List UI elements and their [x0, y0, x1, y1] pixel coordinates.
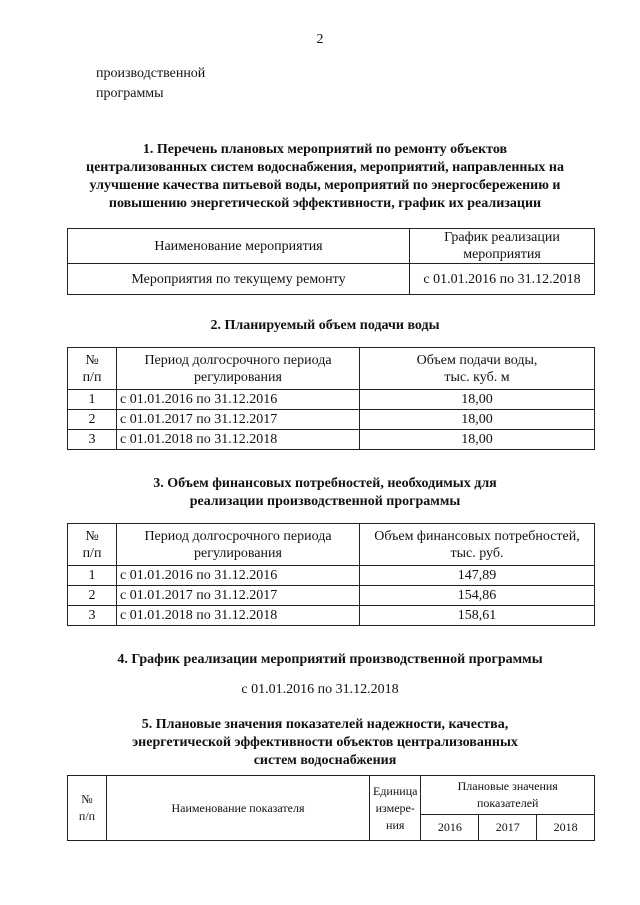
table-row	[68, 264, 595, 295]
col-value-header	[360, 524, 595, 566]
header-line: тыс. куб. м	[444, 369, 510, 385]
table-row	[68, 606, 595, 626]
header-line: Плановые значения	[457, 779, 558, 793]
row-no: 2	[68, 410, 117, 430]
row-value: 147,89	[360, 566, 595, 586]
col-indicator-header: Наименование показателя	[107, 776, 370, 841]
row-no: 2	[68, 586, 117, 606]
indicators-table	[67, 775, 595, 841]
heading-line: улучшение качества питьевой воды, мероприятий по энергосбережению и	[89, 178, 561, 193]
header-line: регулирования	[194, 545, 282, 561]
heading-line: 5. Плановые значения показателей надежности, качества,	[141, 717, 509, 732]
row-no: 1	[68, 566, 117, 586]
header-line: тыс. руб.	[450, 545, 504, 561]
heading-line: централизованных систем водоснабжения, мероприятий, направленных на	[86, 160, 564, 175]
header-line: п/п	[78, 809, 96, 823]
header-line: Период долгосрочного периода	[144, 528, 332, 544]
row-no: 3	[68, 606, 117, 626]
table-row	[68, 390, 595, 410]
heading-line: 3. Объем финансовых потребностей, необходимых для	[153, 476, 497, 491]
header-line: мероприятия	[463, 247, 541, 262]
col-schedule-header	[410, 229, 595, 264]
water-supply-table	[67, 347, 595, 450]
heading-line: повышению энергетической эффективности, график их реализации	[108, 196, 542, 211]
year-2018-header: 2018	[537, 815, 595, 841]
table-row	[68, 586, 595, 606]
section2-heading: 2. Планируемый объем подачи воды	[210, 318, 440, 333]
header-line: измере-	[375, 800, 415, 815]
row-value: 18,00	[360, 410, 595, 430]
measure-name: Мероприятия по текущему ремонту	[68, 264, 410, 295]
row-period: с 01.01.2017 по 31.12.2017	[117, 410, 360, 430]
header-line: Объем финансовых потребностей,	[374, 528, 580, 544]
header-line: №	[85, 352, 99, 368]
heading-line: систем водоснабжения	[253, 753, 397, 768]
row-value: 18,00	[360, 390, 595, 410]
header-line: регулирования	[194, 369, 282, 385]
col-period-header	[117, 348, 360, 390]
header-line: ния	[386, 817, 405, 832]
row-period: с 01.01.2016 по 31.12.2016	[117, 566, 360, 586]
row-period: с 01.01.2017 по 31.12.2017	[117, 586, 360, 606]
col-no-header	[68, 348, 117, 390]
header-line: №	[81, 792, 93, 806]
col-no-header	[68, 776, 107, 841]
page-number: 2	[316, 32, 324, 47]
intro-line: программы	[96, 86, 164, 101]
year-2017-header: 2017	[479, 815, 537, 841]
measure-schedule: с 01.01.2016 по 31.12.2018	[410, 264, 595, 295]
header-line: Объем подачи воды,	[416, 352, 538, 368]
col-period-header	[117, 524, 360, 566]
year-2016-header: 2016	[421, 815, 479, 841]
header-line: показателей	[476, 796, 539, 810]
row-value: 154,86	[360, 586, 595, 606]
table-row	[68, 430, 595, 450]
header-line: Единица	[373, 783, 418, 798]
row-no: 1	[68, 390, 117, 410]
row-period: с 01.01.2016 по 31.12.2016	[117, 390, 360, 410]
measures-table	[67, 228, 595, 295]
header-line: п/п	[82, 369, 102, 385]
section1-heading	[60, 141, 590, 213]
row-value: 18,00	[360, 430, 595, 450]
intro-text	[96, 64, 205, 104]
section4-heading: 4. График реализации мероприятий производственной программы	[117, 652, 543, 667]
row-no: 3	[68, 430, 117, 450]
header-line: Период долгосрочного периода	[144, 352, 332, 368]
col-name-header: Наименование мероприятия	[68, 229, 410, 264]
table-row	[68, 566, 595, 586]
heading-line: 1. Перечень плановых мероприятий по ремонту объектов	[142, 142, 508, 157]
col-value-header	[360, 348, 595, 390]
section3-heading	[60, 475, 590, 511]
col-plan-header	[421, 776, 595, 815]
heading-line: энергетической эффективности объектов централизованных	[132, 735, 518, 750]
col-no-header	[68, 524, 117, 566]
row-period: с 01.01.2018 по 31.12.2018	[117, 606, 360, 626]
row-value: 158,61	[360, 606, 595, 626]
row-period: с 01.01.2018 по 31.12.2018	[117, 430, 360, 450]
finance-table	[67, 523, 595, 626]
col-unit-header	[370, 776, 421, 841]
section5-heading	[60, 716, 590, 770]
heading-line: реализации производственной программы	[189, 494, 461, 509]
table-row	[68, 410, 595, 430]
header-line: №	[85, 528, 99, 544]
section4-text: с 01.01.2016 по 31.12.2018	[241, 682, 399, 697]
intro-line: производственной	[96, 66, 206, 81]
header-line: п/п	[82, 545, 102, 561]
header-line: График реализации	[444, 230, 560, 245]
